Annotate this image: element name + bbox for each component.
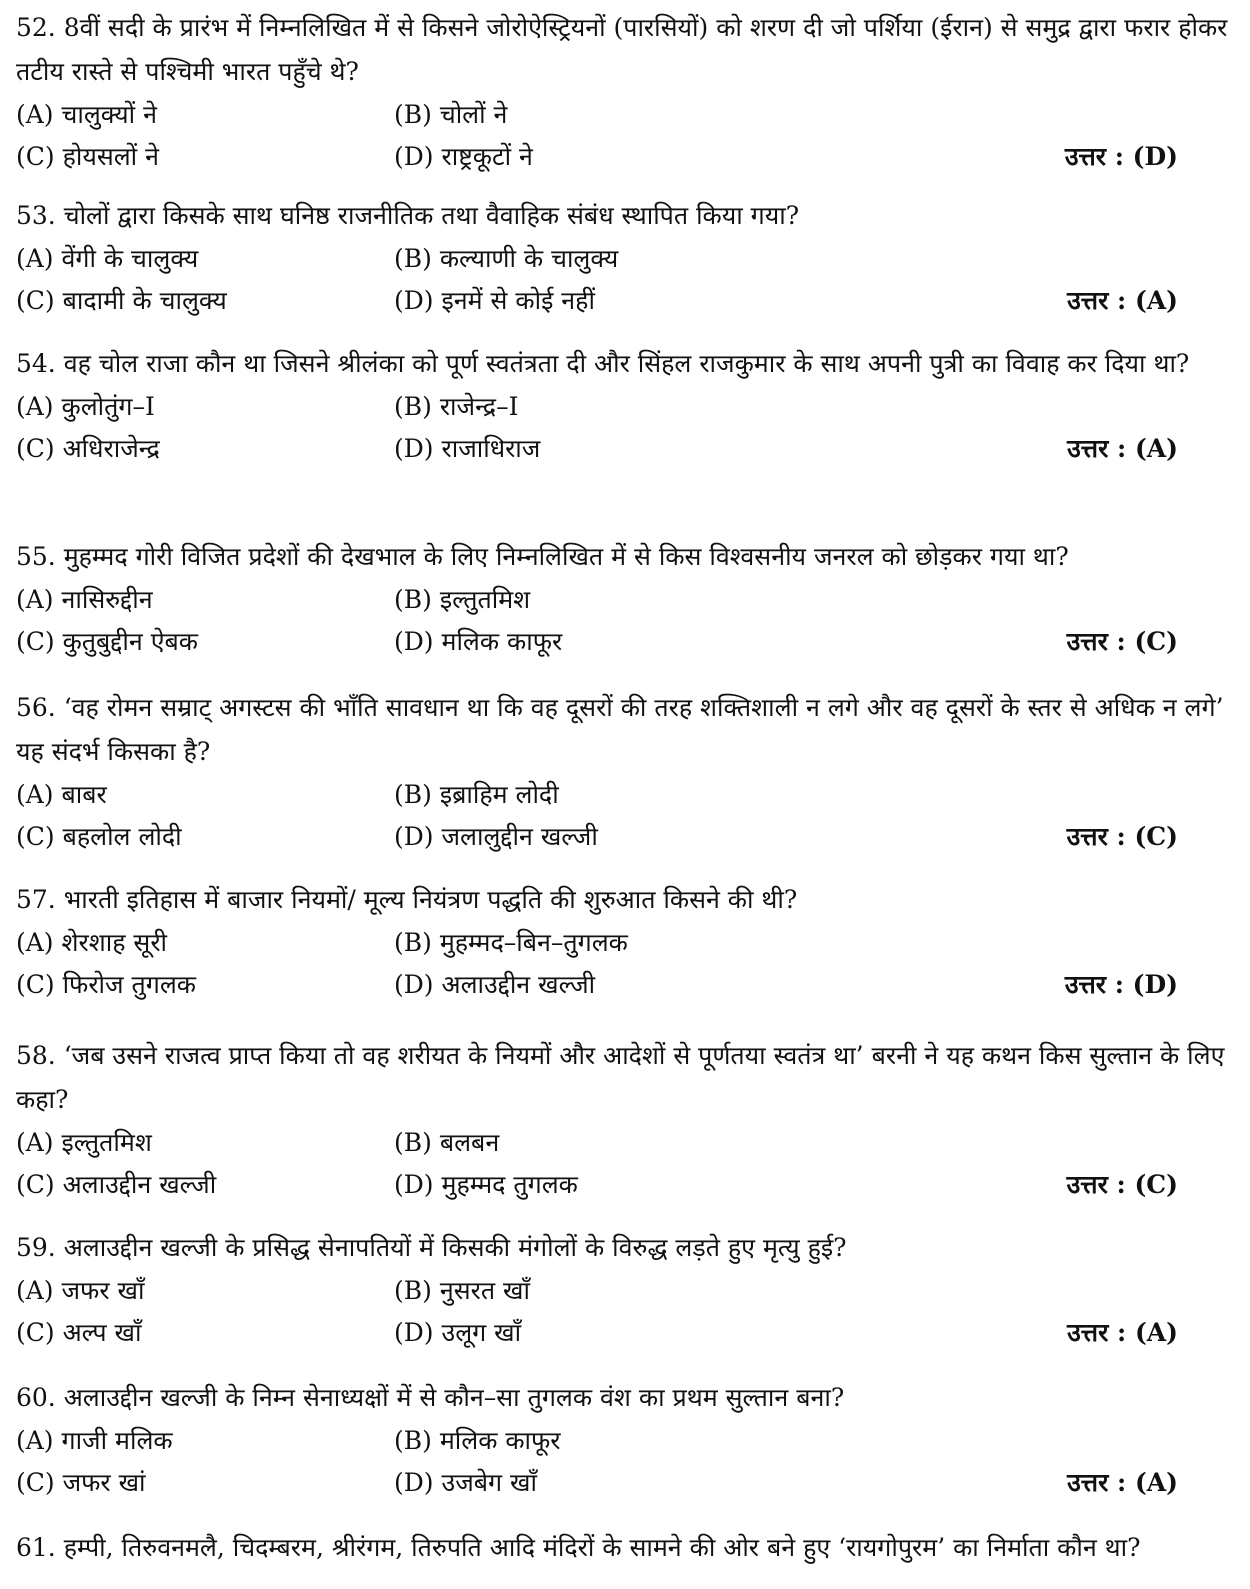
question-52-options-row-2	[16, 136, 1230, 178]
question-57-answer	[1065, 964, 1178, 1006]
question-53-option-b: (B) कल्याणी के चालुक्य	[394, 244, 619, 273]
answer-prefix: उत्तर :	[1066, 822, 1135, 851]
question-60-text: 60. अलाउद्दीन खल्जी के निम्न सेनाध्यक्षों में से कौन–सा तुगलक वंश का प्रथम सुल्तान बना?	[16, 1383, 845, 1412]
answer-value: (A)	[1134, 1468, 1178, 1497]
question-52-option-a: (A) चालुक्यों ने	[16, 100, 157, 129]
question-57	[16, 878, 1230, 1006]
question-54-options-row-1	[16, 386, 1230, 428]
question-59-option-b: (B) नुसरत खाँ	[394, 1276, 530, 1305]
question-55-options-row-1	[16, 579, 1230, 621]
answer-value: (D)	[1132, 970, 1178, 999]
question-55-options-row-2	[16, 621, 1230, 663]
question-53-option-d: (D) इनमें से कोई नहीं	[394, 286, 595, 315]
question-60-options-row-1	[16, 1420, 1230, 1462]
answer-prefix: उत्तर :	[1066, 627, 1135, 656]
question-56-answer	[1067, 816, 1178, 858]
question-53-options-row-1	[16, 238, 1230, 280]
question-54-option-d: (D) राजाधिराज	[394, 434, 541, 463]
question-58-option-c: (C) अलाउद्दीन खल्जी	[16, 1170, 217, 1199]
question-56-text: 56. ‘वह रोमन सम्राट् अगस्टस की भाँति सावधान था कि वह दूसरों की तरह शक्तिशाली न लगे और वह दूसरों के स्तर से अधिक न लगे’ यह संदर्भ किसका है?	[16, 693, 1224, 766]
question-52-text: 52. 8वीं सदी के प्रारंभ में निम्नलिखित में से किसने जोरोऐस्ट्रियनों (पारसियों) को शरण दी जो पर्शिया (ईरान) से समुद्र द्वारा फरार होकर तटीय रास्ते से पश्चिमी भारत पहुँचे थे?	[16, 13, 1228, 86]
question-54-answer	[1067, 428, 1178, 470]
question-53-text: 53. चोलों द्वारा किसके साथ घनिष्ठ राजनीतिक तथा वैवाहिक संबंध स्थापित किया गया?	[16, 201, 800, 230]
answer-prefix: उत्तर :	[1064, 142, 1133, 171]
question-54-text: 54. वह चोल राजा कौन था जिसने श्रीलंका को पूर्ण स्वतंत्रता दी और सिंहल राजकुमार के साथ अपनी पुत्री का विवाह कर दिया था?	[16, 349, 1190, 378]
question-54-option-c: (C) अधिराजेन्द्र	[16, 434, 160, 463]
question-59-answer	[1067, 1312, 1178, 1354]
question-55-text: 55. मुहम्मद गोरी विजित प्रदेशों की देखभाल के लिए निम्नलिखित में से किस विश्वसनीय जनरल को छोड़कर गया था?	[16, 542, 1069, 571]
question-53-answer	[1067, 280, 1178, 322]
question-58-option-b: (B) बलबन	[394, 1128, 500, 1157]
answer-value: (C)	[1134, 627, 1178, 656]
answer-prefix: उत्तर :	[1064, 970, 1133, 999]
question-53-options-row-2	[16, 280, 1230, 322]
question-53-option-a: (A) वेंगी के चालुक्य	[16, 244, 199, 273]
question-52-option-c: (C) होयसलों ने	[16, 142, 159, 171]
question-55-option-d: (D) मलिक काफूर	[394, 627, 563, 656]
question-58-text: 58. ‘जब उसने राजत्व प्राप्त किया तो वह शरीयत के नियमों और आदेशों से पूर्णतया स्वतंत्र था’ बरनी ने यह कथन किस सुल्तान के लिए कहा?	[16, 1041, 1225, 1114]
question-59-option-d: (D) उलूग खाँ	[394, 1318, 522, 1347]
question-60-options-row-2	[16, 1462, 1230, 1504]
question-56-options-row-2	[16, 816, 1230, 858]
question-60	[16, 1376, 1230, 1504]
question-54-options-row-2	[16, 428, 1230, 470]
question-53	[16, 194, 1230, 322]
question-55-option-b: (B) इल्तुतमिश	[394, 585, 531, 614]
question-58	[16, 1034, 1230, 1206]
question-52-option-b: (B) चोलों ने	[394, 100, 508, 129]
question-57-option-b: (B) मुहम्मद–बिन–तुगलक	[394, 928, 628, 957]
question-61	[16, 1526, 1230, 1570]
question-57-option-a: (A) शेरशाह सूरी	[16, 928, 168, 957]
question-60-answer	[1067, 1462, 1178, 1504]
question-52-options-row-1	[16, 94, 1230, 136]
question-58-answer	[1067, 1164, 1178, 1206]
question-57-options-row-2	[16, 964, 1230, 1006]
question-59-option-a: (A) जफर खाँ	[16, 1276, 145, 1305]
question-58-options-row-2	[16, 1164, 1230, 1206]
question-61-text: 61. हम्पी, तिरुवनमलै, चिदम्बरम, श्रीरंगम, तिरुपति आदि मंदिरों के सामने की ओर बने हुए ‘रायगोपुरम’ का निर्माता कौन था?	[16, 1533, 1141, 1562]
question-54-option-b: (B) राजेन्द्र–I	[394, 392, 519, 421]
answer-value: (D)	[1132, 142, 1178, 171]
question-54-option-a: (A) कुलोतुंग–I	[16, 392, 155, 421]
question-59-text: 59. अलाउद्दीन खल्जी के प्रसिद्ध सेनापतियों में किसकी मंगोलों के विरुद्ध लड़ते हुए मृत्यु हुई?	[16, 1233, 847, 1262]
question-57-options-row-1	[16, 922, 1230, 964]
question-55-answer	[1067, 621, 1178, 663]
question-60-option-d: (D) उजबेग खाँ	[394, 1468, 537, 1497]
question-52	[16, 6, 1230, 178]
question-59-options-row-2	[16, 1312, 1230, 1354]
question-55-option-c: (C) कुतुबुद्दीन ऐबक	[16, 627, 199, 656]
question-58-options-row-1	[16, 1122, 1230, 1164]
question-56-option-d: (D) जलालुद्दीन खल्जी	[394, 822, 598, 851]
question-57-option-c: (C) फिरोज तुगलक	[16, 970, 197, 999]
question-57-option-d: (D) अलाउद्दीन खल्जी	[394, 970, 596, 999]
question-60-option-a: (A) गाजी मलिक	[16, 1426, 173, 1455]
answer-value: (A)	[1134, 286, 1178, 315]
answer-value: (A)	[1134, 434, 1178, 463]
question-59-options-row-1	[16, 1270, 1230, 1312]
answer-prefix: उत्तर :	[1067, 1468, 1135, 1497]
answer-value: (A)	[1134, 1318, 1178, 1347]
question-57-text: 57. भारती इतिहास में बाजार नियमों/ मूल्य नियंत्रण पद्धति की शुरुआत किसने की थी?	[16, 885, 798, 914]
question-58-option-d: (D) मुहम्मद तुगलक	[394, 1170, 578, 1199]
question-58-option-a: (A) इल्तुतमिश	[16, 1128, 152, 1157]
answer-value: (C)	[1134, 1170, 1178, 1199]
question-56-options-row-1	[16, 774, 1230, 816]
question-56-option-c: (C) बहलोल लोदी	[16, 822, 182, 851]
question-56-option-b: (B) इब्राहिम लोदी	[394, 780, 559, 809]
question-60-option-c: (C) जफर खां	[16, 1468, 146, 1497]
answer-prefix: उत्तर :	[1067, 1318, 1135, 1347]
question-59	[16, 1226, 1230, 1354]
question-56-option-a: (A) बाबर	[16, 780, 107, 809]
question-55	[16, 535, 1230, 663]
question-52-option-d: (D) राष्ट्रकूटों ने	[394, 142, 533, 171]
answer-prefix: उत्तर :	[1067, 286, 1135, 315]
question-54	[16, 342, 1230, 470]
question-56	[16, 686, 1230, 858]
answer-prefix: उत्तर :	[1067, 434, 1135, 463]
question-53-option-c: (C) बादामी के चालुक्य	[16, 286, 227, 315]
question-60-option-b: (B) मलिक काफूर	[394, 1426, 561, 1455]
question-59-option-c: (C) अल्प खाँ	[16, 1318, 142, 1347]
answer-value: (C)	[1134, 822, 1178, 851]
question-55-option-a: (A) नासिरुद्दीन	[16, 585, 153, 614]
answer-prefix: उत्तर :	[1066, 1170, 1135, 1199]
question-52-answer	[1065, 136, 1178, 178]
